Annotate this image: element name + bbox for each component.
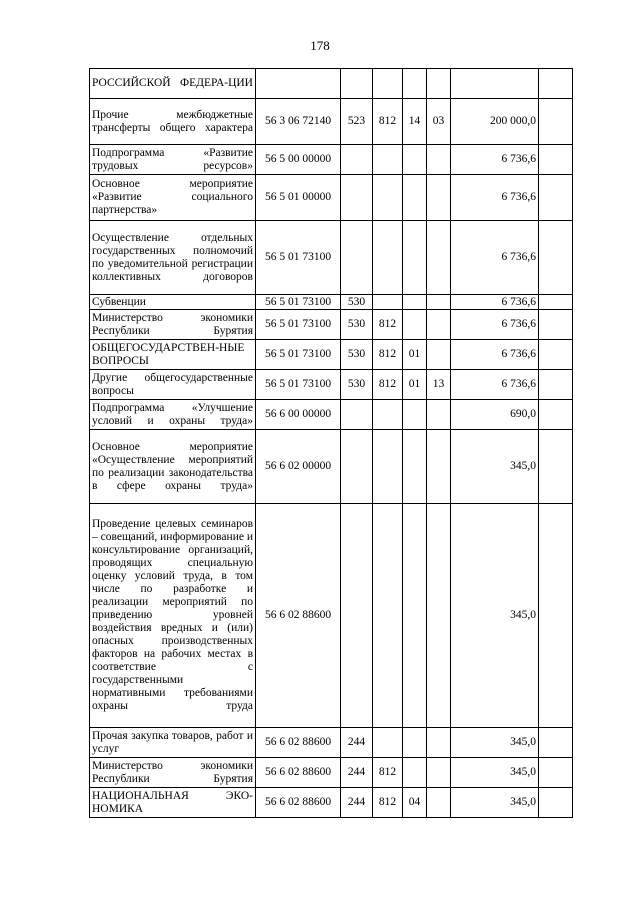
row-name-cell: Другие общегосударственные вопросы [90,370,256,400]
subsection-cell [427,175,451,221]
section-cell [403,758,427,788]
ministry-code-cell: 812 [373,310,403,340]
extra-cell [539,504,573,728]
expense-type-cell: 530 [341,310,373,340]
table-row [90,370,573,400]
budget-table-body [90,69,573,818]
table-row [90,145,573,175]
csr-code-cell: 56 6 02 88600 [256,728,341,758]
section-cell [403,175,427,221]
csr-code-cell: 56 6 00 00000 [256,400,341,430]
row-name-cell: Министерство экономики Республики Бурятия [90,310,256,340]
section-cell [403,221,427,295]
ministry-code-cell: 812 [373,99,403,145]
section-cell [403,295,427,310]
ministry-code-cell [373,145,403,175]
csr-code-cell: 56 5 01 73100 [256,310,341,340]
expense-type-cell: 523 [341,99,373,145]
table-row [90,400,573,430]
ministry-code-cell: 812 [373,788,403,818]
row-name-cell: Субвенции [90,295,256,310]
ministry-code-cell [373,728,403,758]
ministry-code-cell: 812 [373,340,403,370]
subsection-cell: 03 [427,99,451,145]
section-cell [403,69,427,99]
amount-cell: 345,0 [451,430,539,504]
table-row [90,728,573,758]
extra-cell [539,370,573,400]
expense-type-cell [341,69,373,99]
section-cell: 01 [403,370,427,400]
row-name-cell: ОБЩЕГОСУДАРСТВЕН-НЫЕ ВОПРОСЫ [90,340,256,370]
subsection-cell [427,295,451,310]
amount-cell: 6 736,6 [451,295,539,310]
subsection-cell [427,340,451,370]
subsection-cell [427,430,451,504]
expense-type-cell [341,175,373,221]
table-row [90,221,573,295]
subsection-cell [427,504,451,728]
row-name-cell: Проведение целевых семинаров – совещаний, информирование и консультирование организаций, проводящих специальную оценку условий труда, в том числе по разработке и реализации мероприятий по приведению уровней воздействия вредных и (или) опасных производственных факторов на рабочих местах в соответствие с государственными нормативными требованиями охраны труда [90,504,256,728]
row-name-cell: Прочие межбюджетные трансферты общего характера [90,99,256,145]
table-row [90,99,573,145]
extra-cell [539,758,573,788]
table-row [90,310,573,340]
amount-cell [451,69,539,99]
extra-cell [539,221,573,295]
section-cell [403,728,427,758]
extra-cell [539,69,573,99]
amount-cell: 345,0 [451,728,539,758]
ministry-code-cell: 812 [373,758,403,788]
extra-cell [539,430,573,504]
amount-cell: 345,0 [451,758,539,788]
expense-type-cell [341,504,373,728]
expense-type-cell [341,145,373,175]
csr-code-cell: 56 5 01 00000 [256,175,341,221]
extra-cell [539,340,573,370]
subsection-cell: 13 [427,370,451,400]
section-cell: 04 [403,788,427,818]
table-row [90,175,573,221]
section-cell [403,430,427,504]
table-row [90,295,573,310]
expense-type-cell: 244 [341,788,373,818]
table-row [90,340,573,370]
subsection-cell [427,788,451,818]
csr-code-cell: 56 6 02 88600 [256,758,341,788]
extra-cell [539,295,573,310]
csr-code-cell: 56 6 02 88600 [256,504,341,728]
csr-code-cell: 56 5 01 73100 [256,295,341,310]
extra-cell [539,400,573,430]
section-cell [403,310,427,340]
subsection-cell [427,310,451,340]
extra-cell [539,99,573,145]
extra-cell [539,310,573,340]
row-name-cell: НАЦИОНАЛЬНАЯ ЭКО-НОМИКА [90,788,256,818]
page-number: 178 [310,38,330,53]
ministry-code-cell [373,175,403,221]
amount-cell: 345,0 [451,504,539,728]
row-name-cell: Прочая закупка товаров, работ и услуг [90,728,256,758]
amount-cell: 6 736,6 [451,340,539,370]
subsection-cell [427,69,451,99]
ministry-code-cell [373,504,403,728]
section-cell [403,504,427,728]
ministry-code-cell [373,221,403,295]
csr-code-cell: 56 6 02 00000 [256,430,341,504]
row-name-cell: Подпрограмма «Развитие трудовых ресурсов» [90,145,256,175]
subsection-cell [427,145,451,175]
ministry-code-cell: 812 [373,370,403,400]
row-name-cell: Подпрограмма «Улучшение условий и охраны труда» [90,400,256,430]
expense-type-cell: 530 [341,340,373,370]
amount-cell: 6 736,6 [451,310,539,340]
section-cell [403,145,427,175]
amount-cell: 6 736,6 [451,370,539,400]
table-row [90,430,573,504]
extra-cell [539,788,573,818]
expense-type-cell [341,430,373,504]
csr-code-cell: 56 3 06 72140 [256,99,341,145]
expense-type-cell [341,221,373,295]
extra-cell [539,145,573,175]
section-cell: 14 [403,99,427,145]
expense-type-cell: 530 [341,370,373,400]
expense-type-cell: 244 [341,728,373,758]
csr-code-cell: 56 5 00 00000 [256,145,341,175]
ministry-code-cell [373,400,403,430]
budget-table [89,68,573,818]
row-name-cell: Министерство экономики Республики Бурятия [90,758,256,788]
amount-cell: 6 736,6 [451,145,539,175]
extra-cell [539,728,573,758]
row-name-cell: РОССИЙСКОЙ ФЕДЕРА-ЦИИ [90,69,256,99]
section-cell: 01 [403,340,427,370]
subsection-cell [427,400,451,430]
row-name-cell: Осуществление отдельных государственных полномочий по уведомительной регистрации коллективных договоров [90,221,256,295]
csr-code-cell: 56 5 01 73100 [256,221,341,295]
expense-type-cell: 530 [341,295,373,310]
expense-type-cell: 244 [341,758,373,788]
table-row [90,69,573,99]
csr-code-cell: 56 5 01 73100 [256,370,341,400]
section-cell [403,400,427,430]
csr-code-cell [256,69,341,99]
subsection-cell [427,221,451,295]
subsection-cell [427,758,451,788]
expense-type-cell [341,400,373,430]
ministry-code-cell [373,430,403,504]
table-row [90,758,573,788]
extra-cell [539,175,573,221]
amount-cell: 345,0 [451,788,539,818]
table-row [90,504,573,728]
amount-cell: 6 736,6 [451,175,539,221]
amount-cell: 690,0 [451,400,539,430]
ministry-code-cell [373,69,403,99]
amount-cell: 200 000,0 [451,99,539,145]
subsection-cell [427,728,451,758]
table-row [90,788,573,818]
csr-code-cell: 56 6 02 88600 [256,788,341,818]
row-name-cell: Основное мероприятие «Осуществление мероприятий по реализации законодательства в сфере охраны труда» [90,430,256,504]
amount-cell: 6 736,6 [451,221,539,295]
ministry-code-cell [373,295,403,310]
csr-code-cell: 56 5 01 73100 [256,340,341,370]
row-name-cell: Основное мероприятие «Развитие социального партнерства» [90,175,256,221]
